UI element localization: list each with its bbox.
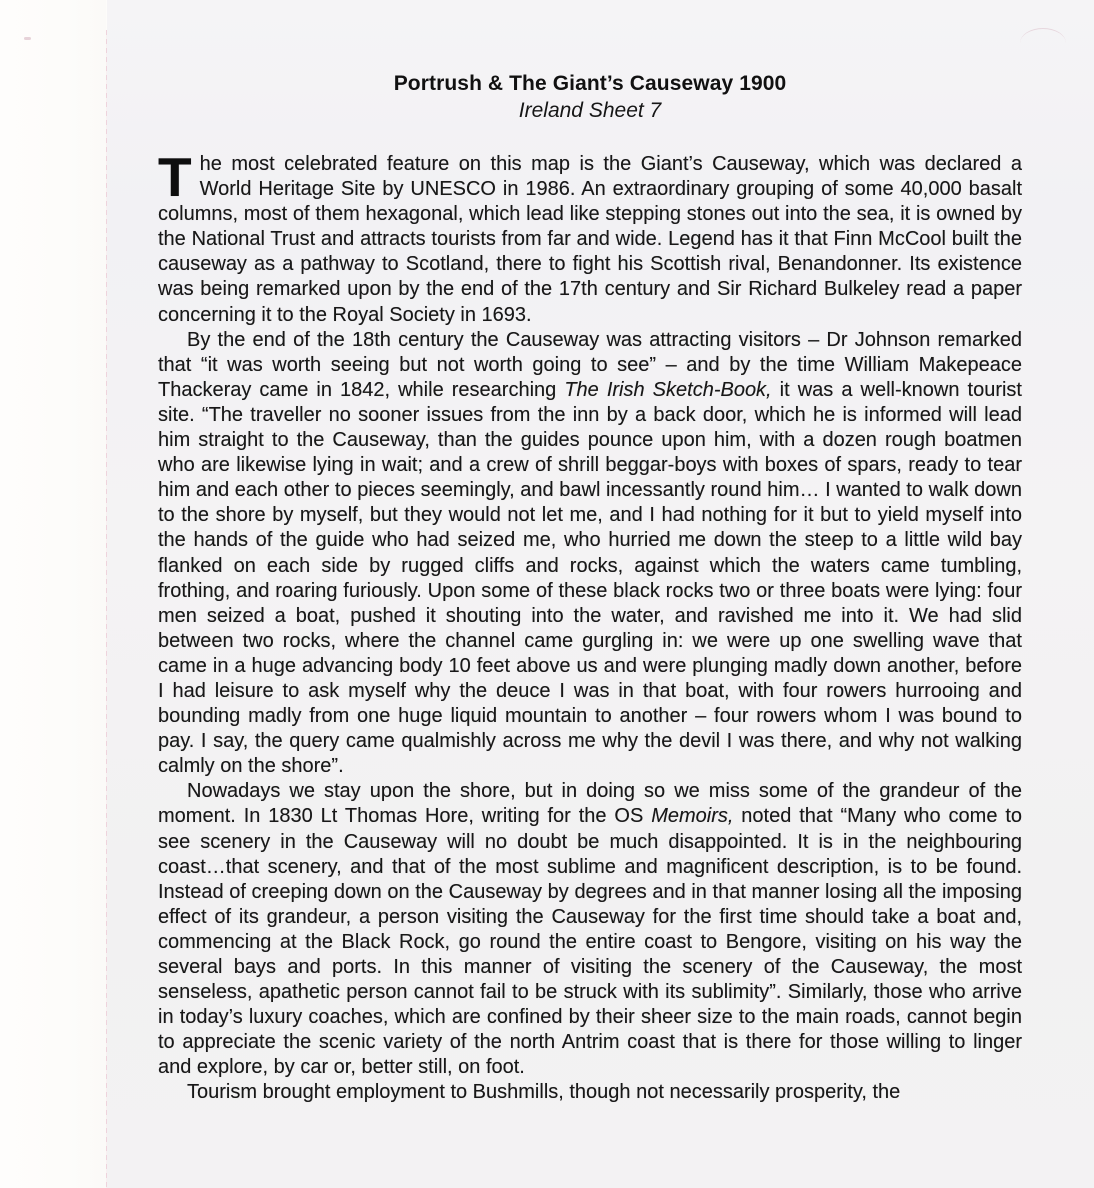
paragraph-nowadays-text-2: noted that “Many who come to see scenery in the Causeway will no doubt be much disappointed. It is in the neighbouring coast…that scenery, and that of the most sublime and magnificent description, is to be found. Instead of creeping down on the Causeway by degrees and in that manner losing all the imposing effect of its grandeur, a person visiting the Causeway for the first time should take a boat and, commencing at the Black Rock, go round the entire coast to Bengore, visiting on his way the several bays and ports. In this manner of visiting the scenery of the Causeway, the most senseless, apathetic person cannot fail to be struck with its sublimity”. Similarly, those who arrive in today’s luxury coaches, which are confined by their sheer size to the main roads, cannot begin to appreciate the scenic variety of the north Antrim coast that is there for those willing to linger and explore, by car or, better still, on foot. <box>158 805 1023 1079</box>
paragraph-nowadays-text-1: Nowadays we stay upon the shore, but in doing so we miss some of the grandeur of the moment. In 1830 Lt Thomas Hore, writing for the OS <box>158 780 1022 828</box>
paragraph-thackeray-text-1: By the end of the 18th century the Causeway was attracting visitors – Dr Johnson remarked that “it was worth seeing but not worth going to see” – and by the time William Makepeace Thackeray came in 1842, while researching <box>158 328 1022 401</box>
paragraph-nowadays <box>158 779 1022 1080</box>
italic-memoirs-title: Memoirs, <box>651 805 734 828</box>
document-page <box>107 0 1094 1188</box>
drop-cap: T <box>158 146 192 208</box>
paragraph-intro <box>158 146 1022 328</box>
paragraph-tourism-text: Tourism brought employment to Bushmills, though not necessarily prosperity, the <box>187 1081 901 1104</box>
page-title: Portrush & The Giant’s Causeway 1900 <box>393 72 787 95</box>
paragraph-tourism-cutoff <box>158 1080 1022 1105</box>
page-subtitle: Ireland Sheet 7 <box>518 99 662 122</box>
scan-margin <box>0 0 106 1188</box>
paragraph-intro-text: he most celebrated feature on this map is the Giant’s Causeway, which was declared a World Heritage Site by UNESCO in 1986. An extraordinary grouping of some 40,000 basalt columns, most of them hexagonal, which lead like stepping stones out into the sea, it is owned by the National Trust and attracts tourists from far and wide. Legend has it that Finn McCool built the causeway as a pathway to Scotland, there to fight his Scottish rival, Benandonner. Its existence was being remarked upon by the end of the 17th century and Sir Richard Bulkeley read a paper concerning it to the Royal Society in 1693. <box>158 153 1022 326</box>
text-column <box>158 0 1022 1106</box>
italic-book-title: The Irish Sketch-Book, <box>564 378 772 401</box>
paragraph-thackeray-text-2: it was a well-known tourist site. “The traveller no sooner issues from the inn by a back door, which he is informed will lead him straight to the Causeway, than the guides pounce upon him, with a dozen rough boatmen who are likewise lying in wait; and a crew of shrill beggar-boys with boxes of spars, ready to tear him and each other to pieces seemingly, and bawl incessantly round him… I wanted to walk down to the shore by myself, but they would not let me, and I had nothing for it but to yield myself into the hands of the guide who had seized me, who hurried me down the steep to a little wild bay flanked on each side by rugged cliffs and rocks, against which the waters came tumbling, frothing, and roaring furiously. Upon some of these black rocks two or three boats were lying: four men seized a boat, pushed it shouting into the water, and ravished me into it. We had slid between two rocks, where the channel came gurgling in: we were up one swelling wave that came in a huge advancing body 10 feet above us and were plunging madly down another, before I had leisure to ask myself why the deuce I was in that boat, with four rowers hurrooing and bounding madly from one huge liquid mountain to another – four rowers whom I was bound to pay. I say, the query came qualmishly across me why the devil I was there, and why not walking calmly on the shore”. <box>158 378 1022 778</box>
scan-speck <box>24 37 31 40</box>
paragraph-thackeray <box>158 328 1022 780</box>
